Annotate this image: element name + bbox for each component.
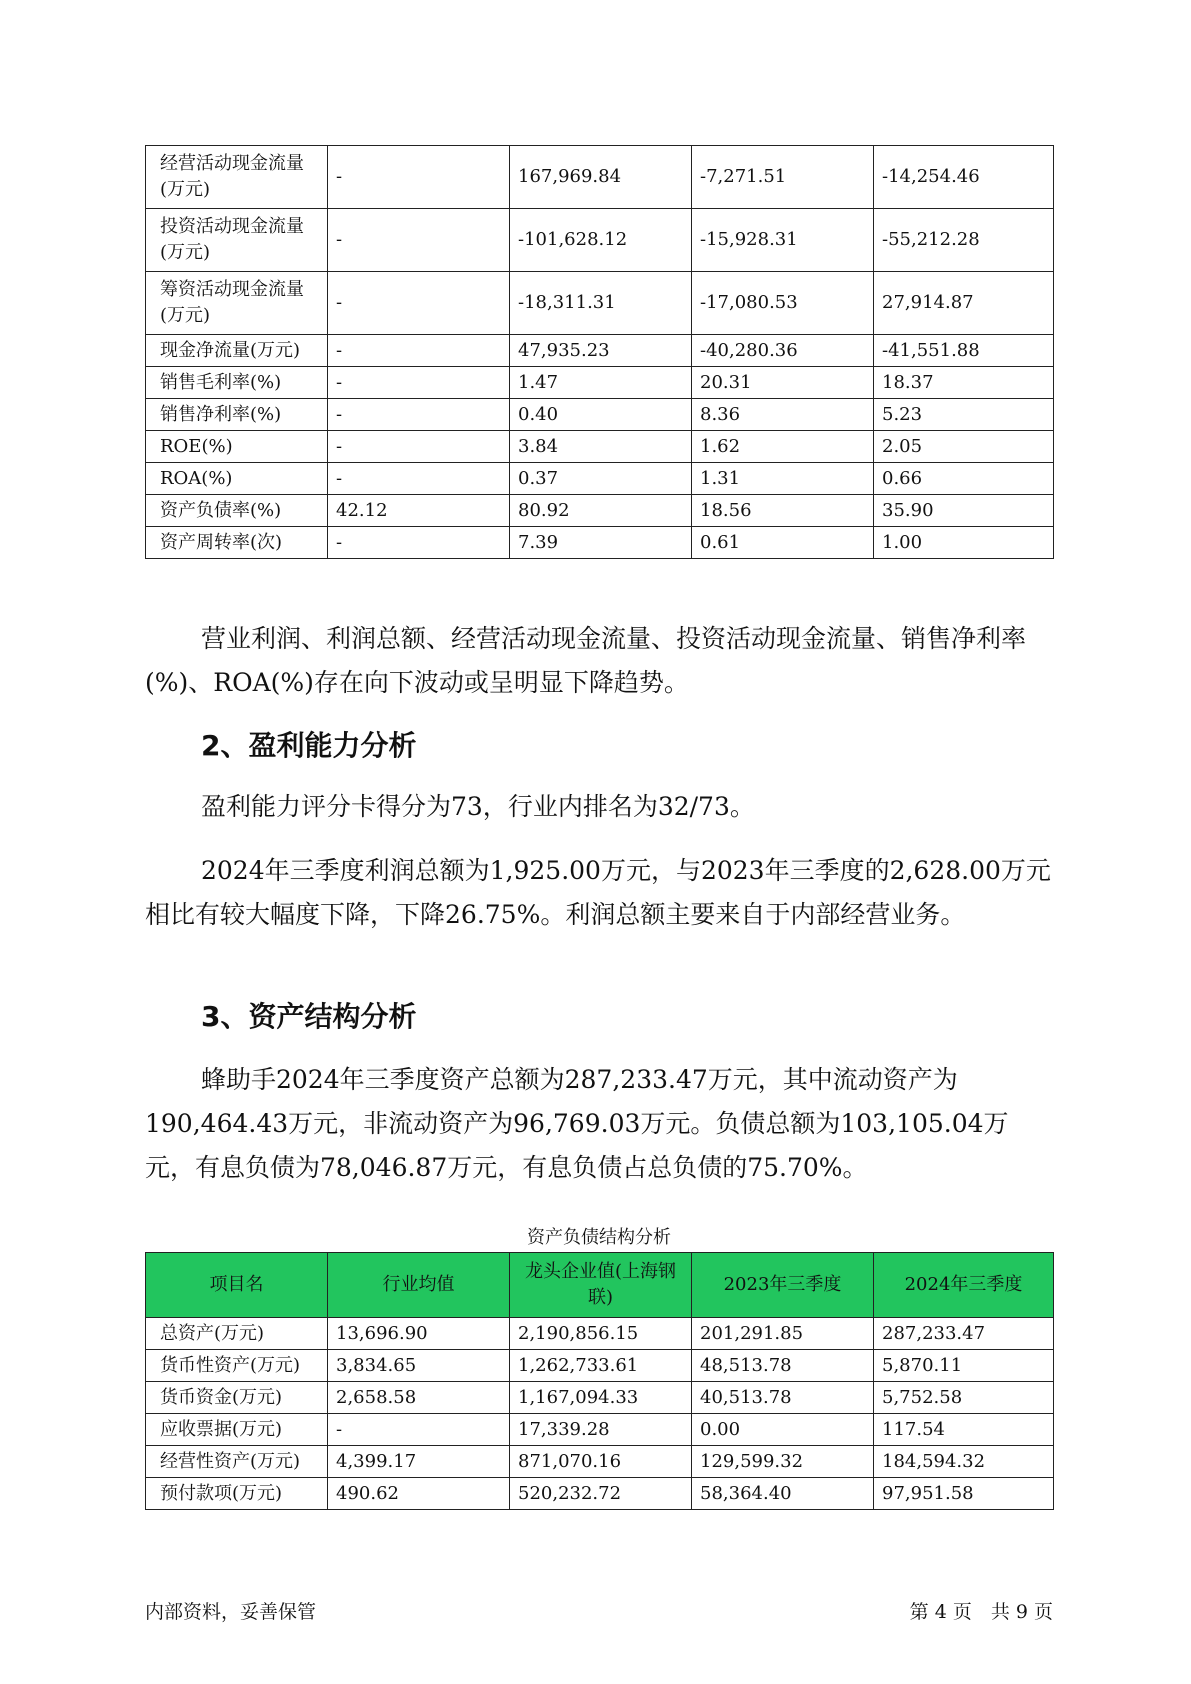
row-label: 销售净利率(%)	[146, 399, 328, 431]
cell: -	[328, 399, 510, 431]
cell: 287,233.47	[874, 1318, 1054, 1350]
cell: 13,696.90	[328, 1318, 510, 1350]
cell: -15,928.31	[692, 209, 874, 272]
table-row	[146, 1478, 1054, 1510]
cell: 871,070.16	[510, 1446, 692, 1478]
cell: 2,190,856.15	[510, 1318, 692, 1350]
cell: 8.36	[692, 399, 874, 431]
cell: -41,551.88	[874, 335, 1054, 367]
cell: 1.31	[692, 463, 874, 495]
table-row	[146, 527, 1054, 559]
cell: 1,262,733.61	[510, 1350, 692, 1382]
cell: 1.00	[874, 527, 1054, 559]
cell: 167,969.84	[510, 146, 692, 209]
table-row	[146, 1382, 1054, 1414]
table-row	[146, 431, 1054, 463]
cell: 35.90	[874, 495, 1054, 527]
asset-liability-table	[145, 1252, 1054, 1510]
column-header: 项目名	[146, 1253, 328, 1318]
table-row	[146, 367, 1054, 399]
table-row	[146, 1318, 1054, 1350]
column-header: 龙头企业值(上海钢联)	[510, 1253, 692, 1318]
table-row	[146, 335, 1054, 367]
footer-page-number: 第 4 页 共 9 页	[909, 1601, 1053, 1623]
profitability-score-paragraph: 盈利能力评分卡得分为73，行业内排名为32/73。	[201, 792, 755, 821]
cell: 1,167,094.33	[510, 1382, 692, 1414]
row-label: ROE(%)	[146, 431, 328, 463]
cell: 1.62	[692, 431, 874, 463]
cell: -55,212.28	[874, 209, 1054, 272]
row-label: 预付款项(万元)	[146, 1478, 328, 1510]
cell: 27,914.87	[874, 272, 1054, 335]
cell: 5.23	[874, 399, 1054, 431]
cell: 40,513.78	[692, 1382, 874, 1414]
table-row	[146, 209, 1054, 272]
cell: 18.37	[874, 367, 1054, 399]
cell: 3,834.65	[328, 1350, 510, 1382]
row-label: 现金净流量(万元)	[146, 335, 328, 367]
cell: 2,658.58	[328, 1382, 510, 1414]
cell: -18,311.31	[510, 272, 692, 335]
row-label: 货币资金(万元)	[146, 1382, 328, 1414]
cell: -	[328, 335, 510, 367]
cell: -	[328, 367, 510, 399]
table-row	[146, 1414, 1054, 1446]
row-label: 应收票据(万元)	[146, 1414, 328, 1446]
cell: 201,291.85	[692, 1318, 874, 1350]
cell: -	[328, 431, 510, 463]
column-header: 2023年三季度	[692, 1253, 874, 1318]
row-label: 经营活动现金流量(万元)	[146, 146, 328, 209]
cell: 0.66	[874, 463, 1054, 495]
cell: 58,364.40	[692, 1478, 874, 1510]
table-row	[146, 399, 1054, 431]
cell: 80.92	[510, 495, 692, 527]
table-row	[146, 272, 1054, 335]
cell: 42.12	[328, 495, 510, 527]
cell: 3.84	[510, 431, 692, 463]
cell: 490.62	[328, 1478, 510, 1510]
cell: 0.40	[510, 399, 692, 431]
cell: 17,339.28	[510, 1414, 692, 1446]
cell: -	[328, 209, 510, 272]
asset-structure-paragraph: 蜂助手2024年三季度资产总额为287,233.47万元，其中流动资产为190,464.43万元，非流动资产为96,769.03万元。负债总额为103,105.04万元，有息负债为78,046.87万元，有息负债占总负债的75.70%。	[145, 1065, 1009, 1182]
section-heading-profitability: 2、盈利能力分析	[201, 729, 417, 762]
cell: 0.37	[510, 463, 692, 495]
row-label: 销售毛利率(%)	[146, 367, 328, 399]
cell: 7.39	[510, 527, 692, 559]
table-row	[146, 495, 1054, 527]
profit-total-paragraph: 2024年三季度利润总额为1,925.00万元，与2023年三季度的2,628.00万元相比有较大幅度下降，下降26.75%。利润总额主要来自于内部经营业务。	[145, 856, 1051, 929]
column-header: 行业均值	[328, 1253, 510, 1318]
cell: -7,271.51	[692, 146, 874, 209]
cell: 97,951.58	[874, 1478, 1054, 1510]
row-label: 投资活动现金流量(万元)	[146, 209, 328, 272]
cell: -	[328, 272, 510, 335]
row-label: 资产周转率(次)	[146, 527, 328, 559]
section-heading-asset-structure: 3、资产结构分析	[201, 1000, 417, 1033]
table-caption: 资产负债结构分析	[527, 1227, 671, 1248]
cell: 2.05	[874, 431, 1054, 463]
row-label: 资产负债率(%)	[146, 495, 328, 527]
table-row	[146, 146, 1054, 209]
cell: 117.54	[874, 1414, 1054, 1446]
cell: 18.56	[692, 495, 874, 527]
cell: 47,935.23	[510, 335, 692, 367]
row-label: 筹资活动现金流量(万元)	[146, 272, 328, 335]
trend-paragraph: 营业利润、利润总额、经营活动现金流量、投资活动现金流量、销售净利率(%)、ROA(%)存在向下波动或呈明显下降趋势。	[145, 624, 1027, 697]
table-row	[146, 463, 1054, 495]
cell: 184,594.32	[874, 1446, 1054, 1478]
cell: 0.61	[692, 527, 874, 559]
cell: 20.31	[692, 367, 874, 399]
row-label: 货币性资产(万元)	[146, 1350, 328, 1382]
cell: -17,080.53	[692, 272, 874, 335]
cell: -	[328, 463, 510, 495]
table-row	[146, 1446, 1054, 1478]
cell: -	[328, 1414, 510, 1446]
cell: 48,513.78	[692, 1350, 874, 1382]
indicator-table	[145, 145, 1054, 559]
cell: -101,628.12	[510, 209, 692, 272]
footer-confidential-note: 内部资料，妥善保管	[145, 1601, 317, 1623]
cell: 0.00	[692, 1414, 874, 1446]
cell: 4,399.17	[328, 1446, 510, 1478]
row-label: 总资产(万元)	[146, 1318, 328, 1350]
column-header: 2024年三季度	[874, 1253, 1054, 1318]
row-label: 经营性资产(万元)	[146, 1446, 328, 1478]
cell: -	[328, 527, 510, 559]
cell: 1.47	[510, 367, 692, 399]
table-row	[146, 1350, 1054, 1382]
cell: -40,280.36	[692, 335, 874, 367]
cell: 5,752.58	[874, 1382, 1054, 1414]
cell: 129,599.32	[692, 1446, 874, 1478]
cell: 5,870.11	[874, 1350, 1054, 1382]
cell: -	[328, 146, 510, 209]
table-header-row	[146, 1253, 1054, 1318]
cell: -14,254.46	[874, 146, 1054, 209]
row-label: ROA(%)	[146, 463, 328, 495]
cell: 520,232.72	[510, 1478, 692, 1510]
